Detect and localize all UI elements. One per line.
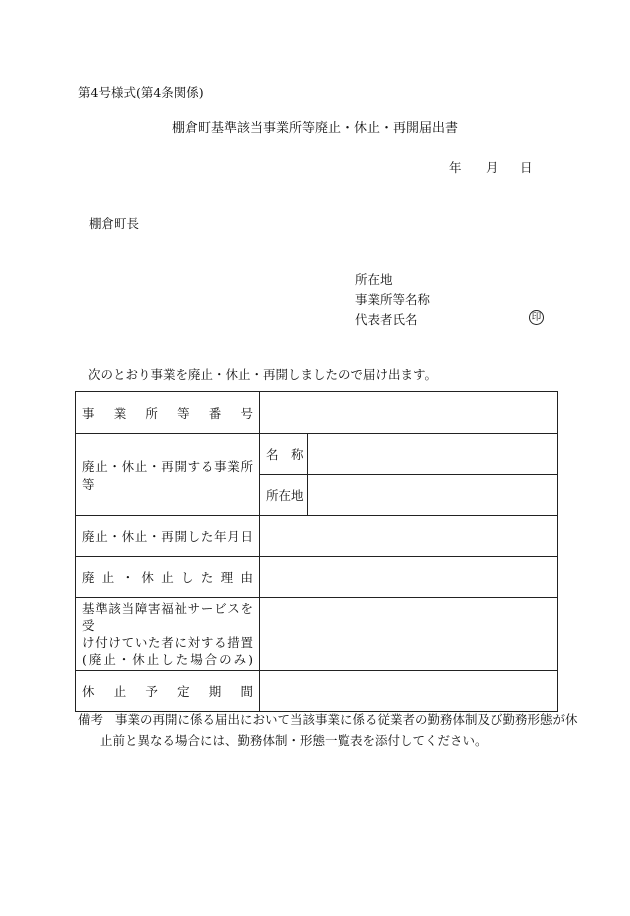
business-name-label: 名 称 [260, 434, 308, 475]
business-number-field[interactable] [260, 392, 558, 434]
measures-label-line3: (廃止・休止した場合のみ) [82, 652, 253, 667]
form-number: 第4号様式(第4条関係) [78, 85, 204, 100]
table-row [76, 434, 558, 475]
date-month-label: 月 [486, 160, 499, 175]
table-row [76, 598, 558, 671]
document-title: 棚倉町基準該当事業所等廃止・休止・再開届出書 [171, 121, 458, 136]
business-location-field[interactable] [308, 475, 558, 516]
measures-label [76, 598, 260, 671]
table-row [76, 392, 558, 434]
table-row [76, 671, 558, 712]
suspension-period-field[interactable] [260, 671, 558, 712]
date-day-label: 日 [520, 160, 533, 175]
change-date-field[interactable] [260, 516, 558, 557]
measures-field[interactable] [260, 598, 558, 671]
table-row [76, 516, 558, 557]
business-location-label: 所在地 [260, 475, 308, 516]
reason-label: 廃止・休止した理由 [76, 557, 260, 598]
business-name-field[interactable] [308, 434, 558, 475]
change-date-label: 廃止・休止・再開した年月日 [76, 516, 260, 557]
notes-line-2: 止前と異なる場合には、勤務体制・形態一覧表を添付してください。 [100, 733, 488, 748]
table-row [76, 557, 558, 598]
reason-field[interactable] [260, 557, 558, 598]
addressee: 棚倉町長 [89, 216, 140, 231]
suspension-period-label: 休止予定期間 [76, 671, 260, 712]
notes-line-1: 事業の再開に係る届出において当該事業に係る従業者の勤務体制及び勤務形態が休 [115, 712, 578, 727]
applicant-representative-label: 代表者氏名 [355, 312, 418, 327]
business-number-label: 事業所等番号 [76, 392, 260, 434]
intro-text: 次のとおり事業を廃止・休止・再開しましたので届け出ます。 [88, 367, 438, 382]
measures-label-line2: け付けていた者に対する措置 [82, 635, 253, 650]
applicant-address-label: 所在地 [355, 272, 393, 287]
notes-label: 備考 [78, 712, 104, 727]
seal-mark: 印 [529, 310, 544, 325]
target-business-label: 廃止・休止・再開する事業所等 [76, 434, 260, 516]
applicant-business-name-label: 事業所等名称 [355, 292, 431, 307]
measures-label-line1: 基準該当障害福祉サービスを受 [82, 601, 253, 633]
notification-table [75, 391, 558, 712]
date-year-label: 年 [449, 160, 462, 175]
